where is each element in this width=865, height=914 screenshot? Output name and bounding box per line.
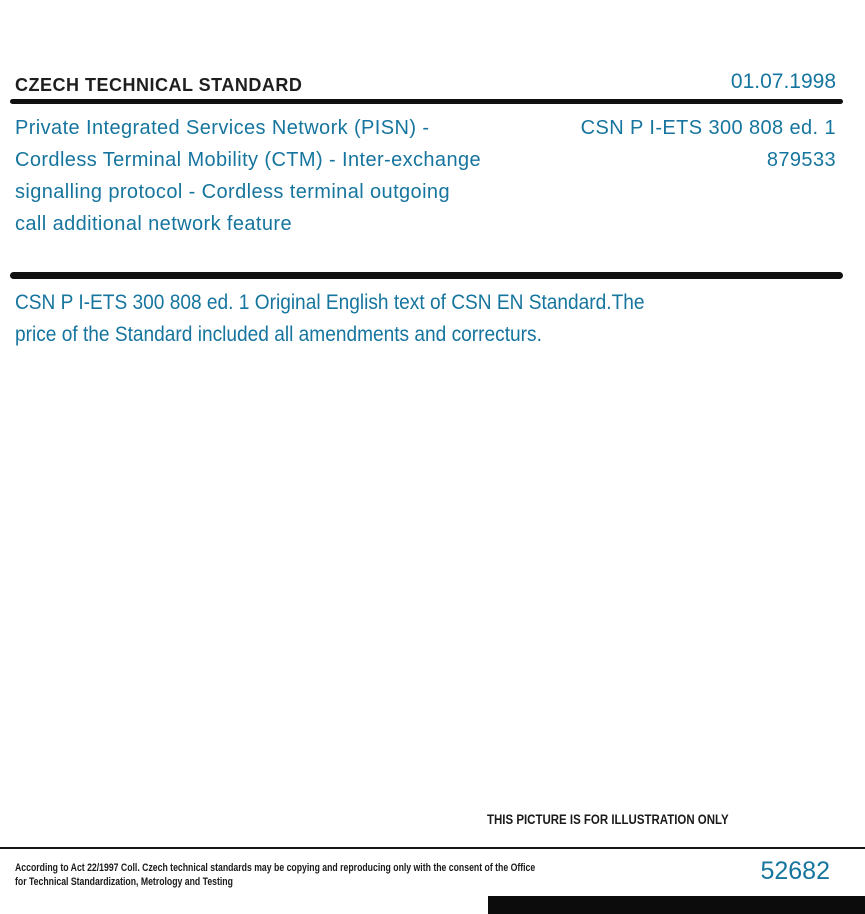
standard-title-line: signalling protocol - Cordless terminal outgoing (15, 181, 450, 203)
issue-date: 01.07.1998 (730, 70, 836, 93)
page-title: CZECH TECHNICAL STANDARD (15, 75, 303, 95)
redacted-barcode-bar (488, 896, 865, 914)
standard-title-line: Cordless Terminal Mobility (CTM) - Inter-exchange (15, 149, 482, 171)
catalog-number: 879533 (766, 149, 836, 171)
order-number: 52682 (760, 857, 830, 885)
header-divider-rule (10, 99, 843, 104)
copyright-legal-line: for Technical Standardization, Metrology and Testing (15, 875, 233, 888)
standard-title-line: Private Integrated Services Network (PISN) - (15, 117, 430, 139)
standard-title (15, 112, 481, 240)
standard-title-line: call additional network feature (15, 213, 292, 235)
section-divider-rule (10, 272, 843, 279)
copyright-legal-text (15, 862, 535, 889)
standard-description (15, 287, 645, 351)
standard-designation: CSN P I-ETS 300 808 ed. 1 (580, 117, 836, 139)
illustration-only-notice: THIS PICTURE IS FOR ILLUSTRATION ONLY (487, 812, 729, 827)
standard-identifiers (581, 112, 836, 176)
standard-description-line: price of the Standard included all amendments and correcturs. (15, 323, 542, 346)
footer-divider-rule (0, 847, 865, 849)
standard-description-line: CSN P I-ETS 300 808 ed. 1 Original English text of CSN EN Standard.The (15, 291, 645, 314)
copyright-legal-line: According to Act 22/1997 Coll. Czech technical standards may be copying and reproducing only with the consent of the Office (15, 862, 536, 874)
